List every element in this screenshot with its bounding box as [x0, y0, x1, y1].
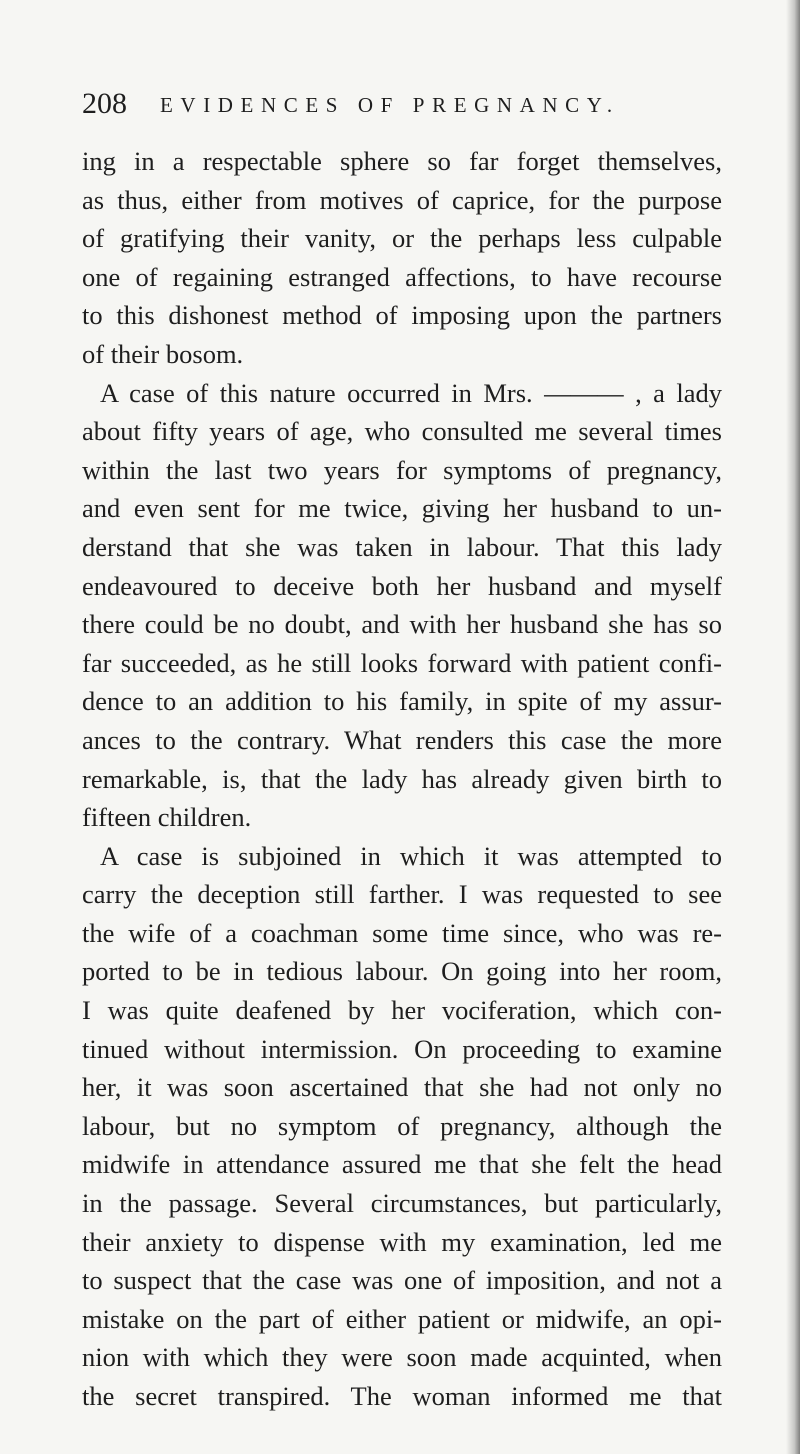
text-line: within the last two years for symptoms of pregnancy, — [82, 454, 722, 485]
text-line: to suspect that the case was one of imposition, and not a — [82, 1265, 722, 1296]
text-line: endeavoured to deceive both her husband and myself — [82, 570, 722, 601]
text-line: mistake on the part of either patient or midwife, an opi- — [82, 1303, 722, 1334]
text-line: one of regaining estranged affections, to have recourse — [82, 261, 722, 292]
body-text — [82, 142, 722, 1416]
text-line: remarkable, is, that the lady has already given birth to — [82, 763, 722, 794]
text-line: ances to the contrary. What renders this case the more — [82, 724, 722, 755]
text-line: their anxiety to dispense with my examination, led me — [82, 1226, 722, 1257]
text-line: labour, but no symptom of pregnancy, although the — [82, 1110, 722, 1141]
text-line: A case of this nature occurred in Mrs. ——— , a lady — [100, 377, 722, 408]
text-line: in the passage. Several circumstances, but particularly, — [82, 1188, 722, 1219]
text-line: and even sent for me twice, giving her husband to un- — [82, 493, 722, 524]
text-line: I was quite deafened by her vociferation, which con- — [82, 995, 722, 1026]
text-line: A case is subjoined in which it was attempted to — [100, 840, 722, 871]
text-line: derstand that she was taken in labour. That this lady — [82, 531, 722, 562]
text-line: of gratifying their vanity, or the perhaps less culpable — [82, 223, 722, 254]
text-line: midwife in attendance assured me that she felt the head — [82, 1149, 722, 1180]
text-line: far succeeded, as he still looks forward with patient confi- — [82, 647, 722, 678]
text-line: her, it was soon ascertained that she had not only no — [82, 1072, 722, 1103]
text-line: as thus, either from motives of caprice, for the purpose — [82, 184, 722, 215]
page-number: 208 — [82, 87, 127, 120]
text-line: nion with which they were soon made acquinted, when — [82, 1342, 722, 1373]
text-line: about fifty years of age, who consulted me several times — [82, 416, 722, 447]
text-line: fifteen children. — [82, 802, 252, 833]
text-line: the wife of a coachman some time since, who was re- — [82, 917, 722, 948]
text-line: tinued without intermission. On proceeding to examine — [82, 1033, 722, 1064]
page-edge-shadow — [786, 0, 800, 1454]
text-line: carry the deception still farther. I was requested to see — [82, 879, 722, 910]
running-head: EVIDENCES OF PREGNANCY. — [160, 93, 620, 117]
text-line: ing in a respectable sphere so far forget themselves, — [82, 146, 722, 176]
text-line: ported to be in tedious labour. On going into her room, — [82, 956, 722, 987]
text-line: to this dishonest method of imposing upon the partners — [82, 300, 722, 331]
text-line: there could be no doubt, and with her husband she has so — [82, 609, 722, 640]
text-line: the secret transpired. The woman informed me that — [82, 1381, 722, 1411]
text-line: dence to an addition to his family, in spite of my assur- — [82, 686, 722, 717]
text-line: of their bosom. — [82, 338, 244, 369]
